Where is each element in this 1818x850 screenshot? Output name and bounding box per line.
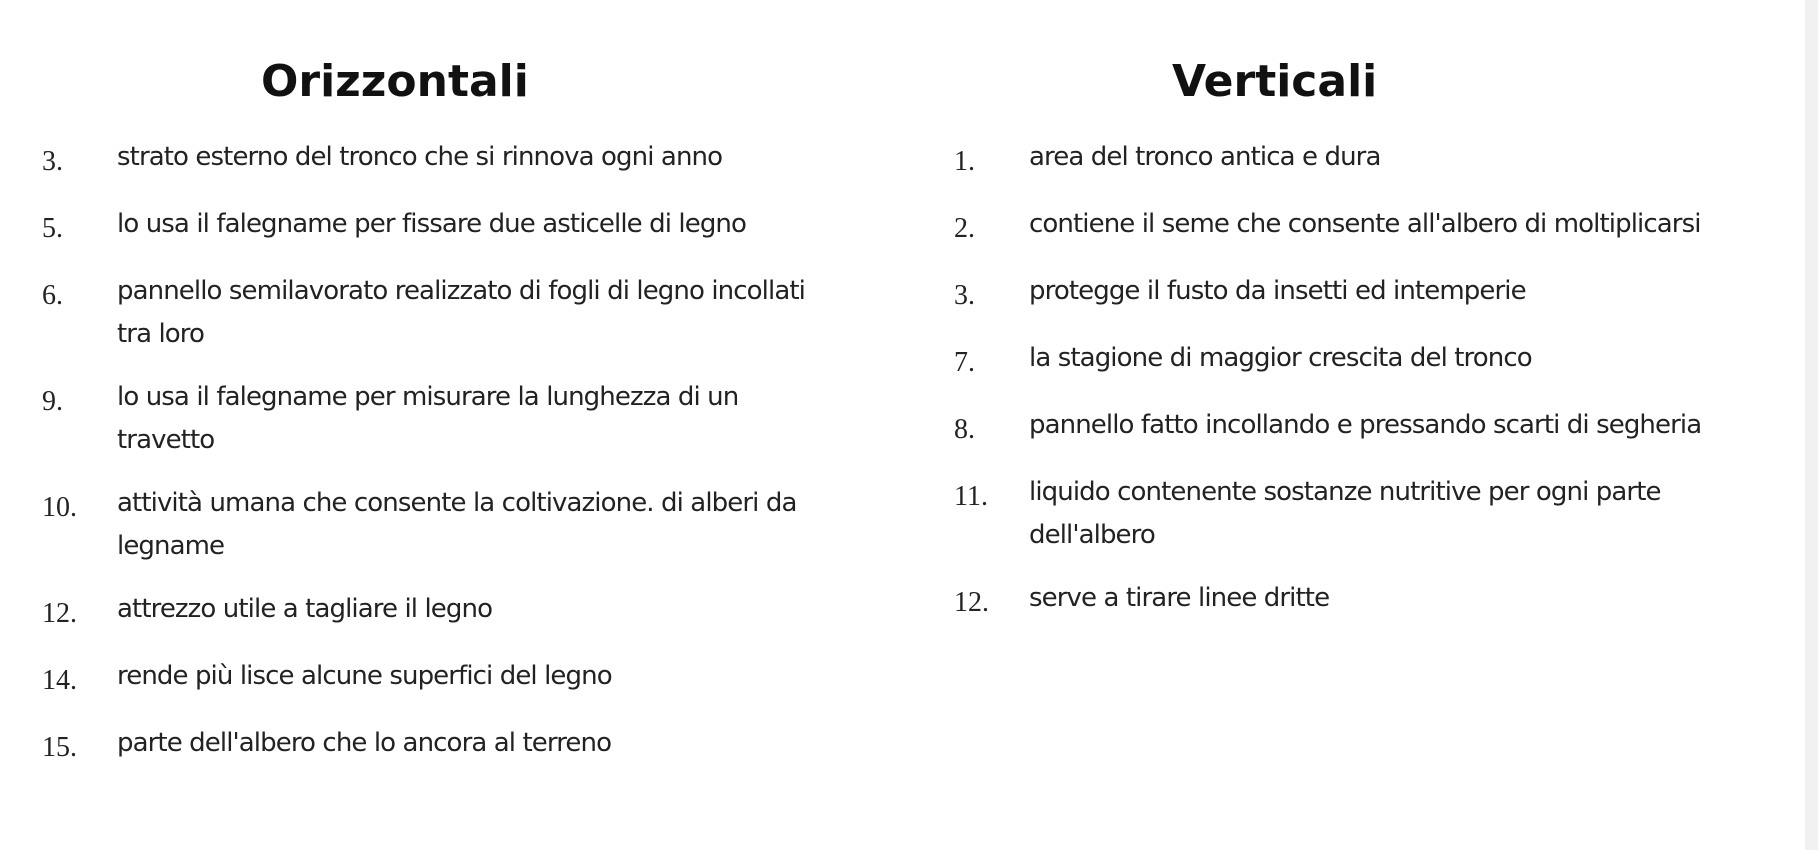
clue-text: la stagione di maggior crescita del tronco [1029,343,1532,373]
down-clue [954,577,1714,624]
clue-text: lo usa il falegname per fissare due asticelle di legno [117,209,747,239]
clue-number: 5. [42,213,63,244]
clue-number: 9. [42,386,63,417]
across-clue [42,136,842,183]
clue-number: 8. [954,414,975,445]
clue-text: protegge il fusto da insetti ed intemperie [1029,276,1526,306]
across-clue-list [42,136,842,789]
clue-number: 7. [954,347,975,378]
clue-text: serve a tirare linee dritte [1029,583,1330,613]
clue-number: 3. [42,146,63,177]
across-clue [42,376,842,462]
across-clue [42,482,842,568]
clue-number: 2. [954,213,975,244]
clue-text: contiene il seme che consente all'albero di moltiplicarsi [1029,209,1701,239]
down-clue [954,270,1714,317]
across-clue [42,722,842,769]
across-clue [42,203,842,250]
down-clue [954,471,1714,557]
clue-text: pannello semilavorato realizzato di fogli di legno incollati tra loro [117,276,805,349]
clue-number: 6. [42,280,63,311]
down-clue [954,203,1714,250]
across-clue [42,270,842,356]
across-clue [42,588,842,635]
down-clue [954,337,1714,384]
clue-text: lo usa il falegname per misurare la lunghezza di un travetto [117,382,739,455]
across-heading: Orizzontali [261,56,529,107]
across-clue [42,655,842,702]
clue-text: attrezzo utile a tagliare il legno [117,594,493,624]
clue-text: area del tronco antica e dura [1029,142,1381,172]
clue-number: 15. [42,732,77,763]
clue-text: rende più lisce alcune superfici del legno [117,661,612,691]
clue-number: 11. [954,481,988,512]
down-clue-list [954,136,1714,644]
clue-number: 12. [954,587,989,618]
clue-number: 3. [954,280,975,311]
scrollbar-track[interactable] [1805,0,1818,850]
clue-text: pannello fatto incollando e pressando scarti di segheria [1029,410,1702,440]
down-heading: Verticali [1172,56,1378,107]
down-clue [954,404,1714,451]
clue-number: 12. [42,598,77,629]
clue-text: liquido contenente sostanze nutritive per ogni parte dell'albero [1029,477,1661,550]
clue-number: 10. [42,492,77,523]
clue-number: 1. [954,146,975,177]
clue-number: 14. [42,665,77,696]
clue-text: parte dell'albero che lo ancora al terreno [117,728,612,758]
clue-text: strato esterno del tronco che si rinnova ogni anno [117,142,723,172]
clue-text: attività umana che consente la coltivazione. di alberi da legname [117,488,797,561]
down-clue [954,136,1714,183]
